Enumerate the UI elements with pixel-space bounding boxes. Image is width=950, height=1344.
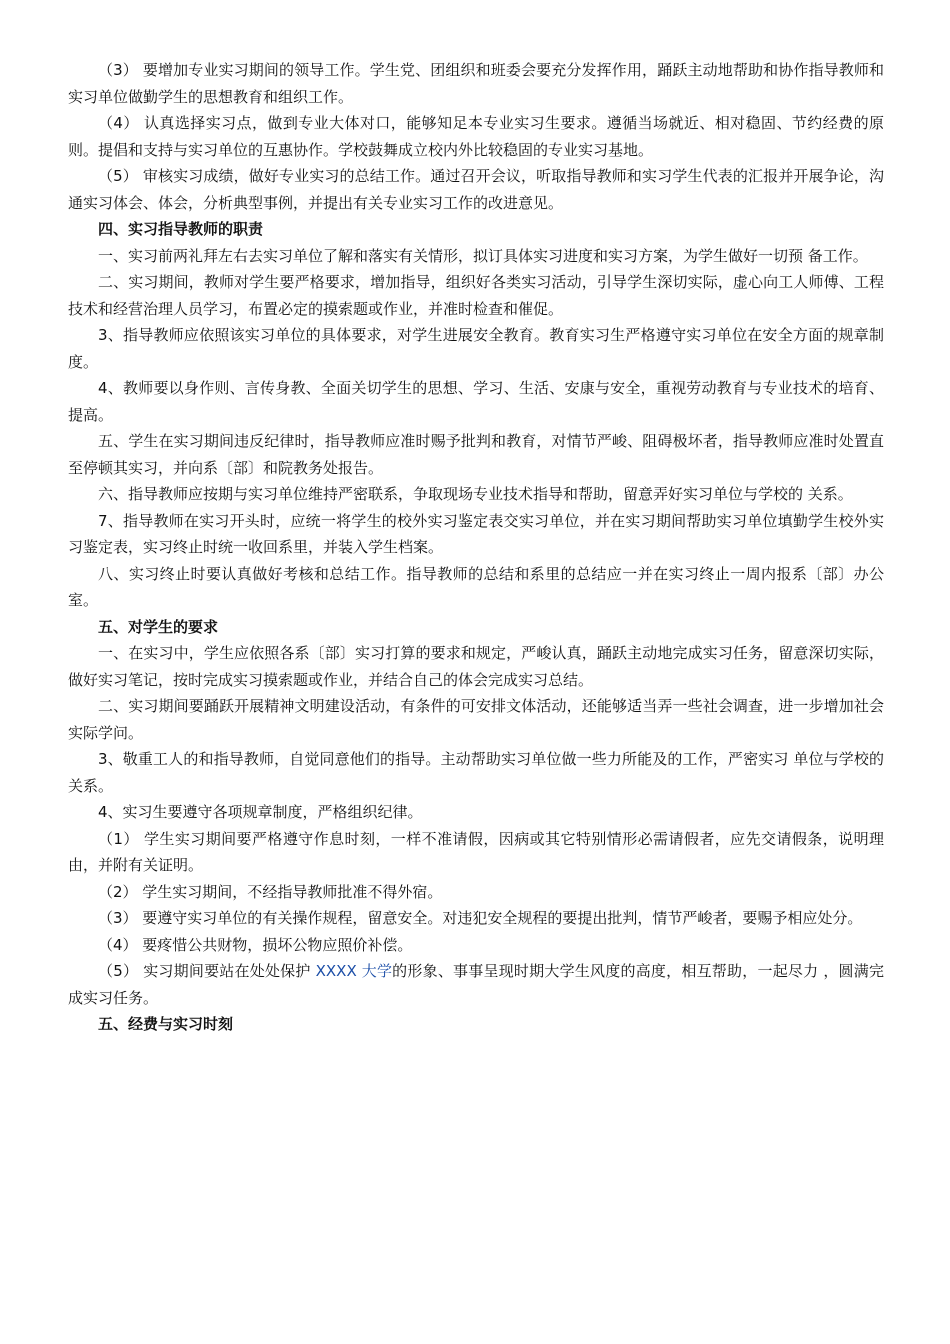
paragraph-4: （4） 认真选择实习点，做到专业大体对口，能够知足本专业实习生要求。遵循当场就近、相对稳固、节约经费的原则。提倡和支持与实习单位的互惠协作。学校鼓舞成立校内外比较稳固的专业实习基地。 bbox=[68, 114, 884, 159]
student-rule-4: （4） 要疼惜公共财物，损坏公物应照价补偿。 bbox=[98, 935, 413, 954]
student-rule-5 bbox=[68, 958, 884, 1011]
teacher-paragraph-8: 八、实习终止时要认真做好考核和总结工作。指导教师的总结和系里的总结应一并在实习终止一周内报系〔部〕办公室。 bbox=[68, 564, 884, 609]
teacher-paragraph-5: 五、学生在实习期间违反纪律时，指导教师应准时赐予批判和教育，对情节严峻、阻碍极坏者，指导教师应准时处置直至停顿其实习，并向系〔部〕和院教务处报告。 bbox=[68, 432, 884, 477]
paragraph-3: （3） 要增加专业实习期间的领导工作。学生党、团组织和班委会要充分发挥作用，踊跃主动地帮助和协作指导教师和实习单位做勤学生的思想教育和组织工作。 bbox=[68, 61, 884, 106]
student-paragraph-1: 一、在实习中，学生应依照各系〔部〕实习打算的要求和规定，严峻认真，踊跃主动地完成实习任务，留意深切实际，做好实习笔记，按时完成实习摸索题或作业，并结合自己的体会完成实习总结。 bbox=[68, 644, 884, 689]
section-heading-funding-time: 五、经费与实习时刻 bbox=[98, 1015, 234, 1033]
student-rule-5-after: 的形象、事事呈现时期大学生风度的高度，相互帮助，一起尽力 ，圆满完成实习任务。 bbox=[68, 962, 885, 1007]
student-paragraph-3: 3、敬重工人的和指导教师，自觉同意他们的指导。主动帮助实习单位做一些力所能及的工作，严密实习 单位与学校的关系。 bbox=[68, 750, 884, 795]
student-rule-2: （2） 学生实习期间，不经指导教师批准不得外宿。 bbox=[98, 882, 443, 901]
section-heading-student-requirements: 五、对学生的要求 bbox=[98, 617, 219, 636]
teacher-paragraph-6: 六、指导教师应按期与实习单位维持严密联系，争取现场专业技术指导和帮助，留意弄好实习单位与学校的 关系。 bbox=[98, 485, 853, 503]
student-paragraph-4: 4、实习生要遵守各项规章制度，严格组织纪律。 bbox=[98, 803, 423, 821]
student-rule-3: （3） 要遵守实习单位的有关操作规程，留意安全。对违犯安全规程的要提出批判，情节严峻者，要赐予相应处分。 bbox=[98, 909, 863, 927]
paragraph-5: （5） 审核实习成绩，做好专业实习的总结工作。通过召开会议，听取指导教师和实习学生代表的汇报并开展争论，沟通实习体会、体会，分析典型事例，并提出有关专业实习工作的改进意见。 bbox=[68, 167, 884, 212]
teacher-paragraph-3: 3、指导教师应依照该实习单位的具体要求，对学生进展安全教育。教育实习生严格遵守实习单位在安全方面的规章制度。 bbox=[68, 326, 884, 371]
section-heading-teacher-duties: 四、实习指导教师的职责 bbox=[98, 220, 264, 238]
university-link[interactable]: XXXX 大学 bbox=[315, 962, 393, 980]
teacher-paragraph-2: 二、实习期间，教师对学生要严格要求，增加指导，组织好各类实习活动，引导学生深切实际，虚心向工人师傅、工程技术和经营治理人员学习，布置必定的摸索题或作业，并准时检查和催促。 bbox=[68, 273, 884, 318]
teacher-paragraph-1: 一、实习前两礼拜左右去实习单位了解和落实有关情形，拟订具体实习进度和实习方案，为学生做好一切预 备工作。 bbox=[98, 246, 868, 265]
student-rule-1: （1） 学生实习期间要严格遵守作息时刻，一样不准请假，因病或其它特别情形必需请假者，应先交请假条，说明理由，并附有关证明。 bbox=[68, 829, 884, 874]
student-paragraph-2: 二、实习期间要踊跃开展精神文明建设活动，有条件的可安排文体活动，还能够适当弄一些社会调查，进一步增加社会实际学问。 bbox=[68, 697, 884, 742]
teacher-paragraph-7: 7、指导教师在实习开头时，应统一将学生的校外实习鉴定表交实习单位，并在实习期间帮助实习单位填勤学生校外实习鉴定表，实习终止时统一收回系里，并装入学生档案。 bbox=[68, 511, 884, 556]
document-page bbox=[68, 57, 884, 1038]
student-rule-5-before: （5） 实习期间要站在处处保护 bbox=[98, 962, 316, 980]
teacher-paragraph-4: 4、教师要以身作则、言传身教、全面关切学生的思想、学习、生活、安康与安全，重视劳动教育与专业技术的培育、提高。 bbox=[68, 379, 884, 424]
